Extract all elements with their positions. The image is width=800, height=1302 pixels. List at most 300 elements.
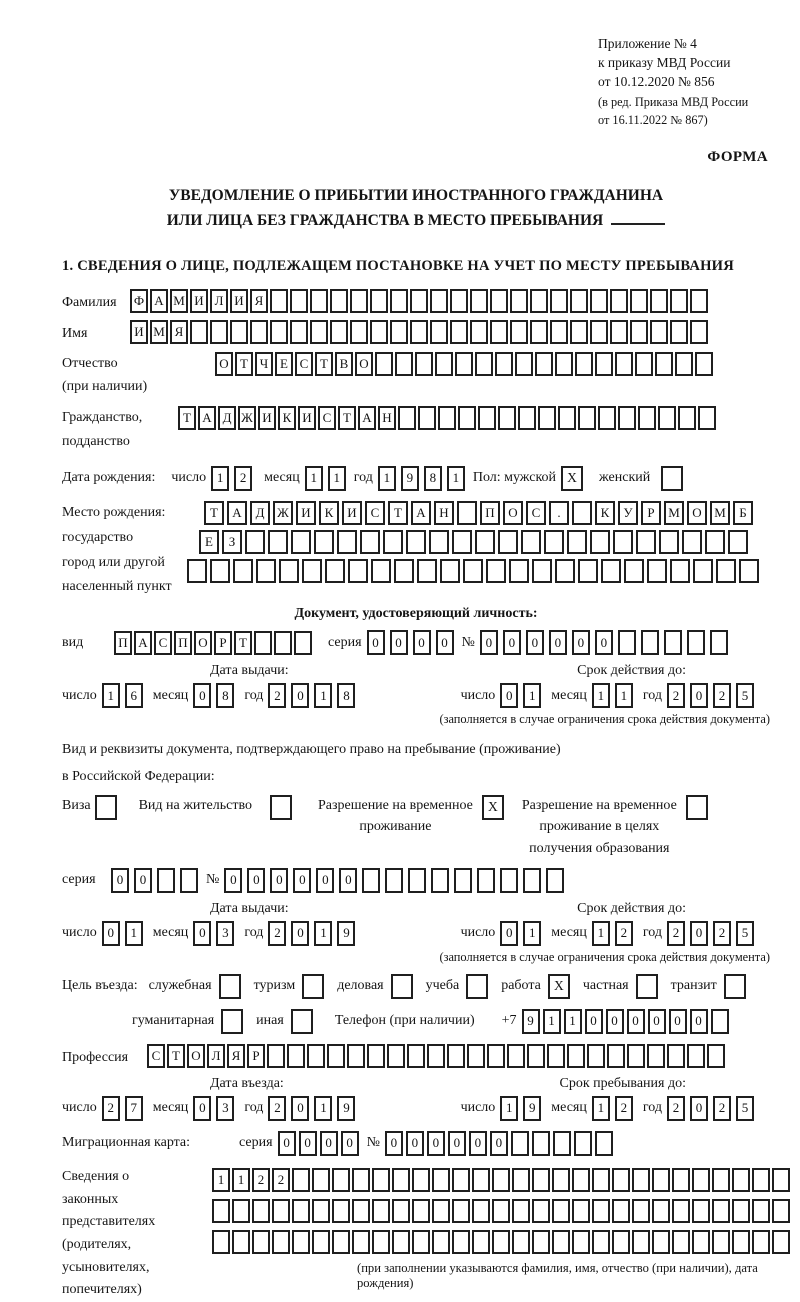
char-box[interactable]: И <box>296 501 316 525</box>
char-box[interactable] <box>641 630 659 655</box>
char-box[interactable] <box>632 1230 650 1254</box>
char-box[interactable] <box>624 559 644 583</box>
char-box[interactable] <box>472 1230 490 1254</box>
char-box[interactable] <box>302 559 322 583</box>
char-box[interactable]: З <box>222 530 242 554</box>
char-box[interactable] <box>232 1199 250 1223</box>
char-box[interactable] <box>511 1131 529 1156</box>
char-box[interactable]: 3 <box>216 1096 234 1121</box>
char-box[interactable] <box>613 530 633 554</box>
visa-checkbox[interactable] <box>95 795 117 820</box>
char-box[interactable]: 9 <box>337 1096 355 1121</box>
char-box[interactable]: 2 <box>615 921 633 946</box>
char-box[interactable]: Я <box>170 320 188 344</box>
char-box[interactable]: 0 <box>291 921 309 946</box>
char-box[interactable]: 0 <box>341 1131 359 1156</box>
char-box[interactable]: 7 <box>125 1096 143 1121</box>
char-box[interactable] <box>578 559 598 583</box>
char-box[interactable] <box>572 1199 590 1223</box>
char-box[interactable]: В <box>335 352 353 376</box>
char-box[interactable] <box>672 1199 690 1223</box>
char-box[interactable]: 1 <box>328 466 346 491</box>
char-box[interactable]: 1 <box>564 1009 582 1034</box>
char-box[interactable] <box>360 530 380 554</box>
char-box[interactable] <box>592 1230 610 1254</box>
char-box[interactable]: 0 <box>627 1009 645 1034</box>
char-box[interactable] <box>752 1230 770 1254</box>
char-box[interactable] <box>252 1199 270 1223</box>
char-box[interactable] <box>612 1199 630 1223</box>
char-box[interactable]: 5 <box>736 683 754 708</box>
char-box[interactable] <box>450 320 468 344</box>
purpose-checkbox[interactable] <box>221 1009 243 1034</box>
char-box[interactable]: О <box>194 631 212 655</box>
char-box[interactable] <box>716 559 736 583</box>
char-box[interactable]: С <box>365 501 385 525</box>
char-box[interactable]: Е <box>199 530 219 554</box>
char-box[interactable]: 0 <box>339 868 357 893</box>
char-box[interactable] <box>647 559 667 583</box>
char-box[interactable]: 0 <box>690 1009 708 1034</box>
char-box[interactable] <box>332 1199 350 1223</box>
char-box[interactable] <box>348 559 368 583</box>
char-box[interactable]: 2 <box>667 1096 685 1121</box>
char-box[interactable]: 2 <box>268 921 286 946</box>
char-box[interactable] <box>712 1199 730 1223</box>
char-box[interactable] <box>232 1230 250 1254</box>
char-box[interactable] <box>521 530 541 554</box>
char-box[interactable] <box>535 352 553 376</box>
char-box[interactable] <box>467 1044 485 1068</box>
char-box[interactable] <box>270 289 288 313</box>
char-box[interactable]: . <box>549 501 569 525</box>
char-box[interactable]: 1 <box>232 1168 250 1192</box>
char-box[interactable] <box>250 320 268 344</box>
char-box[interactable]: 0 <box>293 868 311 893</box>
char-box[interactable]: 0 <box>469 1131 487 1156</box>
char-box[interactable]: И <box>258 406 276 430</box>
char-box[interactable] <box>752 1199 770 1223</box>
char-box[interactable] <box>370 320 388 344</box>
char-box[interactable] <box>492 1168 510 1192</box>
char-box[interactable]: 0 <box>406 1131 424 1156</box>
char-box[interactable] <box>390 289 408 313</box>
char-box[interactable] <box>650 289 668 313</box>
char-box[interactable]: Ч <box>255 352 273 376</box>
char-box[interactable] <box>187 559 207 583</box>
char-box[interactable]: 0 <box>291 683 309 708</box>
char-box[interactable] <box>592 1168 610 1192</box>
char-box[interactable]: Д <box>250 501 270 525</box>
char-box[interactable] <box>672 1168 690 1192</box>
char-box[interactable] <box>530 289 548 313</box>
char-box[interactable] <box>395 352 413 376</box>
char-box[interactable] <box>495 352 513 376</box>
char-box[interactable] <box>512 1230 530 1254</box>
char-box[interactable] <box>592 1199 610 1223</box>
char-box[interactable]: 2 <box>713 921 731 946</box>
char-box[interactable] <box>477 868 495 893</box>
char-box[interactable] <box>578 406 596 430</box>
char-box[interactable]: 0 <box>606 1009 624 1034</box>
char-box[interactable]: П <box>114 631 132 655</box>
char-box[interactable] <box>212 1199 230 1223</box>
char-box[interactable]: 0 <box>278 1131 296 1156</box>
char-box[interactable] <box>567 530 587 554</box>
char-box[interactable]: 0 <box>526 630 544 655</box>
char-box[interactable]: 2 <box>713 1096 731 1121</box>
char-box[interactable]: А <box>150 289 168 313</box>
char-box[interactable]: 0 <box>490 1131 508 1156</box>
char-box[interactable] <box>332 1168 350 1192</box>
char-box[interactable] <box>190 320 208 344</box>
purpose-checkbox[interactable] <box>291 1009 313 1034</box>
char-box[interactable] <box>375 352 393 376</box>
char-box[interactable]: 1 <box>523 683 541 708</box>
char-box[interactable] <box>590 320 608 344</box>
char-box[interactable] <box>210 320 228 344</box>
char-box[interactable] <box>372 1230 390 1254</box>
char-box[interactable] <box>412 1199 430 1223</box>
char-box[interactable]: 9 <box>522 1009 540 1034</box>
char-box[interactable] <box>687 630 705 655</box>
char-box[interactable]: 0 <box>690 921 708 946</box>
char-box[interactable]: 1 <box>592 683 610 708</box>
sex-female-checkbox[interactable] <box>661 466 683 491</box>
char-box[interactable]: Л <box>207 1044 225 1068</box>
char-box[interactable]: С <box>154 631 172 655</box>
char-box[interactable] <box>695 352 713 376</box>
char-box[interactable]: 1 <box>592 921 610 946</box>
char-box[interactable] <box>693 559 713 583</box>
char-box[interactable] <box>383 530 403 554</box>
char-box[interactable] <box>350 289 368 313</box>
char-box[interactable] <box>337 530 357 554</box>
char-box[interactable]: 2 <box>268 1096 286 1121</box>
char-box[interactable] <box>632 1168 650 1192</box>
char-box[interactable] <box>492 1230 510 1254</box>
char-box[interactable] <box>347 1044 365 1068</box>
purpose-checkbox[interactable] <box>391 974 413 999</box>
purpose-checkbox[interactable] <box>466 974 488 999</box>
char-box[interactable] <box>438 406 456 430</box>
char-box[interactable]: 2 <box>713 683 731 708</box>
char-box[interactable] <box>314 530 334 554</box>
char-box[interactable] <box>527 1044 545 1068</box>
char-box[interactable] <box>370 289 388 313</box>
char-box[interactable]: 0 <box>367 630 385 655</box>
char-box[interactable]: 0 <box>193 1096 211 1121</box>
char-box[interactable] <box>532 1230 550 1254</box>
char-box[interactable]: 1 <box>378 466 396 491</box>
char-box[interactable]: Р <box>214 631 232 655</box>
char-box[interactable] <box>157 868 175 893</box>
char-box[interactable] <box>475 352 493 376</box>
char-box[interactable]: 8 <box>424 466 442 491</box>
char-box[interactable]: 1 <box>102 683 120 708</box>
char-box[interactable] <box>552 1230 570 1254</box>
residence-permit-checkbox[interactable] <box>270 795 292 820</box>
char-box[interactable] <box>618 630 636 655</box>
char-box[interactable]: 2 <box>667 683 685 708</box>
char-box[interactable] <box>658 406 676 430</box>
char-box[interactable] <box>512 1199 530 1223</box>
char-box[interactable] <box>538 406 556 430</box>
char-box[interactable] <box>430 289 448 313</box>
char-box[interactable] <box>698 406 716 430</box>
char-box[interactable] <box>678 406 696 430</box>
char-box[interactable] <box>590 530 610 554</box>
char-box[interactable] <box>431 868 449 893</box>
char-box[interactable]: 8 <box>216 683 234 708</box>
char-box[interactable]: 6 <box>125 683 143 708</box>
char-box[interactable] <box>546 868 564 893</box>
char-box[interactable] <box>707 1044 725 1068</box>
char-box[interactable] <box>410 289 428 313</box>
char-box[interactable]: 9 <box>523 1096 541 1121</box>
char-box[interactable] <box>607 1044 625 1068</box>
char-box[interactable]: С <box>147 1044 165 1068</box>
char-box[interactable] <box>570 320 588 344</box>
char-box[interactable] <box>408 868 426 893</box>
char-box[interactable]: А <box>134 631 152 655</box>
char-box[interactable]: 9 <box>401 466 419 491</box>
char-box[interactable]: 0 <box>247 868 265 893</box>
char-box[interactable]: 0 <box>390 630 408 655</box>
char-box[interactable] <box>595 1131 613 1156</box>
char-box[interactable] <box>672 1230 690 1254</box>
char-box[interactable] <box>630 289 648 313</box>
char-box[interactable]: О <box>687 501 707 525</box>
char-box[interactable] <box>572 501 592 525</box>
char-box[interactable] <box>372 1199 390 1223</box>
char-box[interactable]: 0 <box>648 1009 666 1034</box>
char-box[interactable] <box>590 289 608 313</box>
char-box[interactable]: Б <box>733 501 753 525</box>
char-box[interactable] <box>612 1168 630 1192</box>
char-box[interactable] <box>330 289 348 313</box>
char-box[interactable] <box>233 559 253 583</box>
char-box[interactable] <box>458 406 476 430</box>
char-box[interactable] <box>455 352 473 376</box>
temp-residence-checkbox[interactable]: X <box>482 795 504 820</box>
char-box[interactable] <box>392 1199 410 1223</box>
char-box[interactable]: 0 <box>270 868 288 893</box>
char-box[interactable]: П <box>480 501 500 525</box>
char-box[interactable]: Ф <box>130 289 148 313</box>
char-box[interactable]: С <box>526 501 546 525</box>
char-box[interactable]: 0 <box>134 868 152 893</box>
char-box[interactable]: 0 <box>500 683 518 708</box>
char-box[interactable] <box>732 1230 750 1254</box>
char-box[interactable]: 5 <box>736 921 754 946</box>
char-box[interactable] <box>632 1199 650 1223</box>
char-box[interactable] <box>630 320 648 344</box>
char-box[interactable]: Р <box>641 501 661 525</box>
char-box[interactable] <box>490 320 508 344</box>
char-box[interactable] <box>312 1199 330 1223</box>
char-box[interactable] <box>510 289 528 313</box>
char-box[interactable]: М <box>150 320 168 344</box>
char-box[interactable] <box>292 1230 310 1254</box>
char-box[interactable]: 2 <box>667 921 685 946</box>
char-box[interactable] <box>407 1044 425 1068</box>
char-box[interactable] <box>310 320 328 344</box>
char-box[interactable]: 1 <box>500 1096 518 1121</box>
char-box[interactable] <box>610 289 628 313</box>
char-box[interactable]: 5 <box>736 1096 754 1121</box>
char-box[interactable] <box>392 1230 410 1254</box>
char-box[interactable] <box>272 1230 290 1254</box>
char-box[interactable] <box>544 530 564 554</box>
char-box[interactable]: 0 <box>413 630 431 655</box>
char-box[interactable] <box>272 1199 290 1223</box>
char-box[interactable]: 0 <box>193 683 211 708</box>
char-box[interactable]: И <box>298 406 316 430</box>
char-box[interactable] <box>655 352 673 376</box>
char-box[interactable] <box>412 1230 430 1254</box>
char-box[interactable]: 1 <box>523 921 541 946</box>
char-box[interactable] <box>635 352 653 376</box>
char-box[interactable]: А <box>411 501 431 525</box>
char-box[interactable] <box>570 289 588 313</box>
char-box[interactable]: А <box>198 406 216 430</box>
char-box[interactable] <box>325 559 345 583</box>
char-box[interactable] <box>435 352 453 376</box>
char-box[interactable] <box>412 1168 430 1192</box>
char-box[interactable]: Н <box>378 406 396 430</box>
char-box[interactable]: 1 <box>125 921 143 946</box>
char-box[interactable] <box>457 501 477 525</box>
char-box[interactable]: 2 <box>615 1096 633 1121</box>
char-box[interactable] <box>212 1230 230 1254</box>
char-box[interactable]: И <box>342 501 362 525</box>
char-box[interactable]: Д <box>218 406 236 430</box>
char-box[interactable]: И <box>190 289 208 313</box>
char-box[interactable]: 0 <box>500 921 518 946</box>
char-box[interactable] <box>267 1044 285 1068</box>
char-box[interactable] <box>392 1168 410 1192</box>
char-box[interactable] <box>406 530 426 554</box>
char-box[interactable] <box>367 1044 385 1068</box>
char-box[interactable] <box>711 1009 729 1034</box>
char-box[interactable]: О <box>503 501 523 525</box>
char-box[interactable]: К <box>595 501 615 525</box>
char-box[interactable]: А <box>227 501 247 525</box>
char-box[interactable] <box>310 289 328 313</box>
char-box[interactable] <box>372 1168 390 1192</box>
char-box[interactable] <box>472 1168 490 1192</box>
char-box[interactable] <box>550 289 568 313</box>
char-box[interactable] <box>492 1199 510 1223</box>
sex-male-checkbox[interactable]: X <box>561 466 583 491</box>
char-box[interactable] <box>350 320 368 344</box>
char-box[interactable] <box>312 1168 330 1192</box>
char-box[interactable] <box>627 1044 645 1068</box>
char-box[interactable] <box>291 530 311 554</box>
char-box[interactable] <box>290 320 308 344</box>
char-box[interactable]: О <box>187 1044 205 1068</box>
char-box[interactable]: Т <box>167 1044 185 1068</box>
char-box[interactable]: Н <box>434 501 454 525</box>
char-box[interactable] <box>752 1168 770 1192</box>
char-box[interactable]: М <box>710 501 730 525</box>
char-box[interactable]: С <box>295 352 313 376</box>
char-box[interactable] <box>210 559 230 583</box>
char-box[interactable]: 0 <box>448 1131 466 1156</box>
char-box[interactable] <box>682 530 702 554</box>
char-box[interactable]: 2 <box>102 1096 120 1121</box>
char-box[interactable]: Т <box>234 631 252 655</box>
char-box[interactable]: 0 <box>669 1009 687 1034</box>
char-box[interactable]: 0 <box>436 630 454 655</box>
char-box[interactable] <box>394 559 414 583</box>
char-box[interactable] <box>555 559 575 583</box>
char-box[interactable]: К <box>319 501 339 525</box>
char-box[interactable] <box>652 1199 670 1223</box>
char-box[interactable]: 2 <box>268 683 286 708</box>
char-box[interactable] <box>638 406 656 430</box>
char-box[interactable] <box>547 1044 565 1068</box>
char-box[interactable]: И <box>130 320 148 344</box>
char-box[interactable] <box>330 320 348 344</box>
char-box[interactable]: 0 <box>585 1009 603 1034</box>
char-box[interactable] <box>498 530 518 554</box>
char-box[interactable] <box>667 1044 685 1068</box>
char-box[interactable] <box>245 530 265 554</box>
char-box[interactable] <box>530 320 548 344</box>
char-box[interactable] <box>385 868 403 893</box>
char-box[interactable] <box>772 1199 790 1223</box>
char-box[interactable]: 1 <box>212 1168 230 1192</box>
char-box[interactable] <box>710 630 728 655</box>
char-box[interactable] <box>692 1168 710 1192</box>
char-box[interactable]: 0 <box>224 868 242 893</box>
char-box[interactable]: 2 <box>252 1168 270 1192</box>
char-box[interactable]: У <box>618 501 638 525</box>
char-box[interactable]: Р <box>247 1044 265 1068</box>
char-box[interactable] <box>362 868 380 893</box>
char-box[interactable] <box>712 1168 730 1192</box>
char-box[interactable] <box>618 406 636 430</box>
purpose-checkbox[interactable] <box>724 974 746 999</box>
char-box[interactable]: И <box>230 289 248 313</box>
char-box[interactable]: Т <box>388 501 408 525</box>
char-box[interactable] <box>352 1230 370 1254</box>
char-box[interactable] <box>472 1199 490 1223</box>
char-box[interactable] <box>254 631 272 655</box>
char-box[interactable] <box>287 1044 305 1068</box>
char-box[interactable] <box>180 868 198 893</box>
char-box[interactable] <box>555 352 573 376</box>
char-box[interactable]: Я <box>227 1044 245 1068</box>
purpose-checkbox[interactable]: X <box>548 974 570 999</box>
char-box[interactable] <box>390 320 408 344</box>
char-box[interactable] <box>652 1168 670 1192</box>
char-box[interactable] <box>650 320 668 344</box>
char-box[interactable] <box>587 1044 605 1068</box>
char-box[interactable] <box>574 1131 592 1156</box>
char-box[interactable]: 1 <box>592 1096 610 1121</box>
char-box[interactable]: 0 <box>299 1131 317 1156</box>
char-box[interactable] <box>292 1168 310 1192</box>
char-box[interactable] <box>652 1230 670 1254</box>
char-box[interactable]: 0 <box>503 630 521 655</box>
char-box[interactable]: К <box>278 406 296 430</box>
char-box[interactable]: Т <box>315 352 333 376</box>
char-box[interactable] <box>772 1168 790 1192</box>
char-box[interactable]: 1 <box>314 921 332 946</box>
